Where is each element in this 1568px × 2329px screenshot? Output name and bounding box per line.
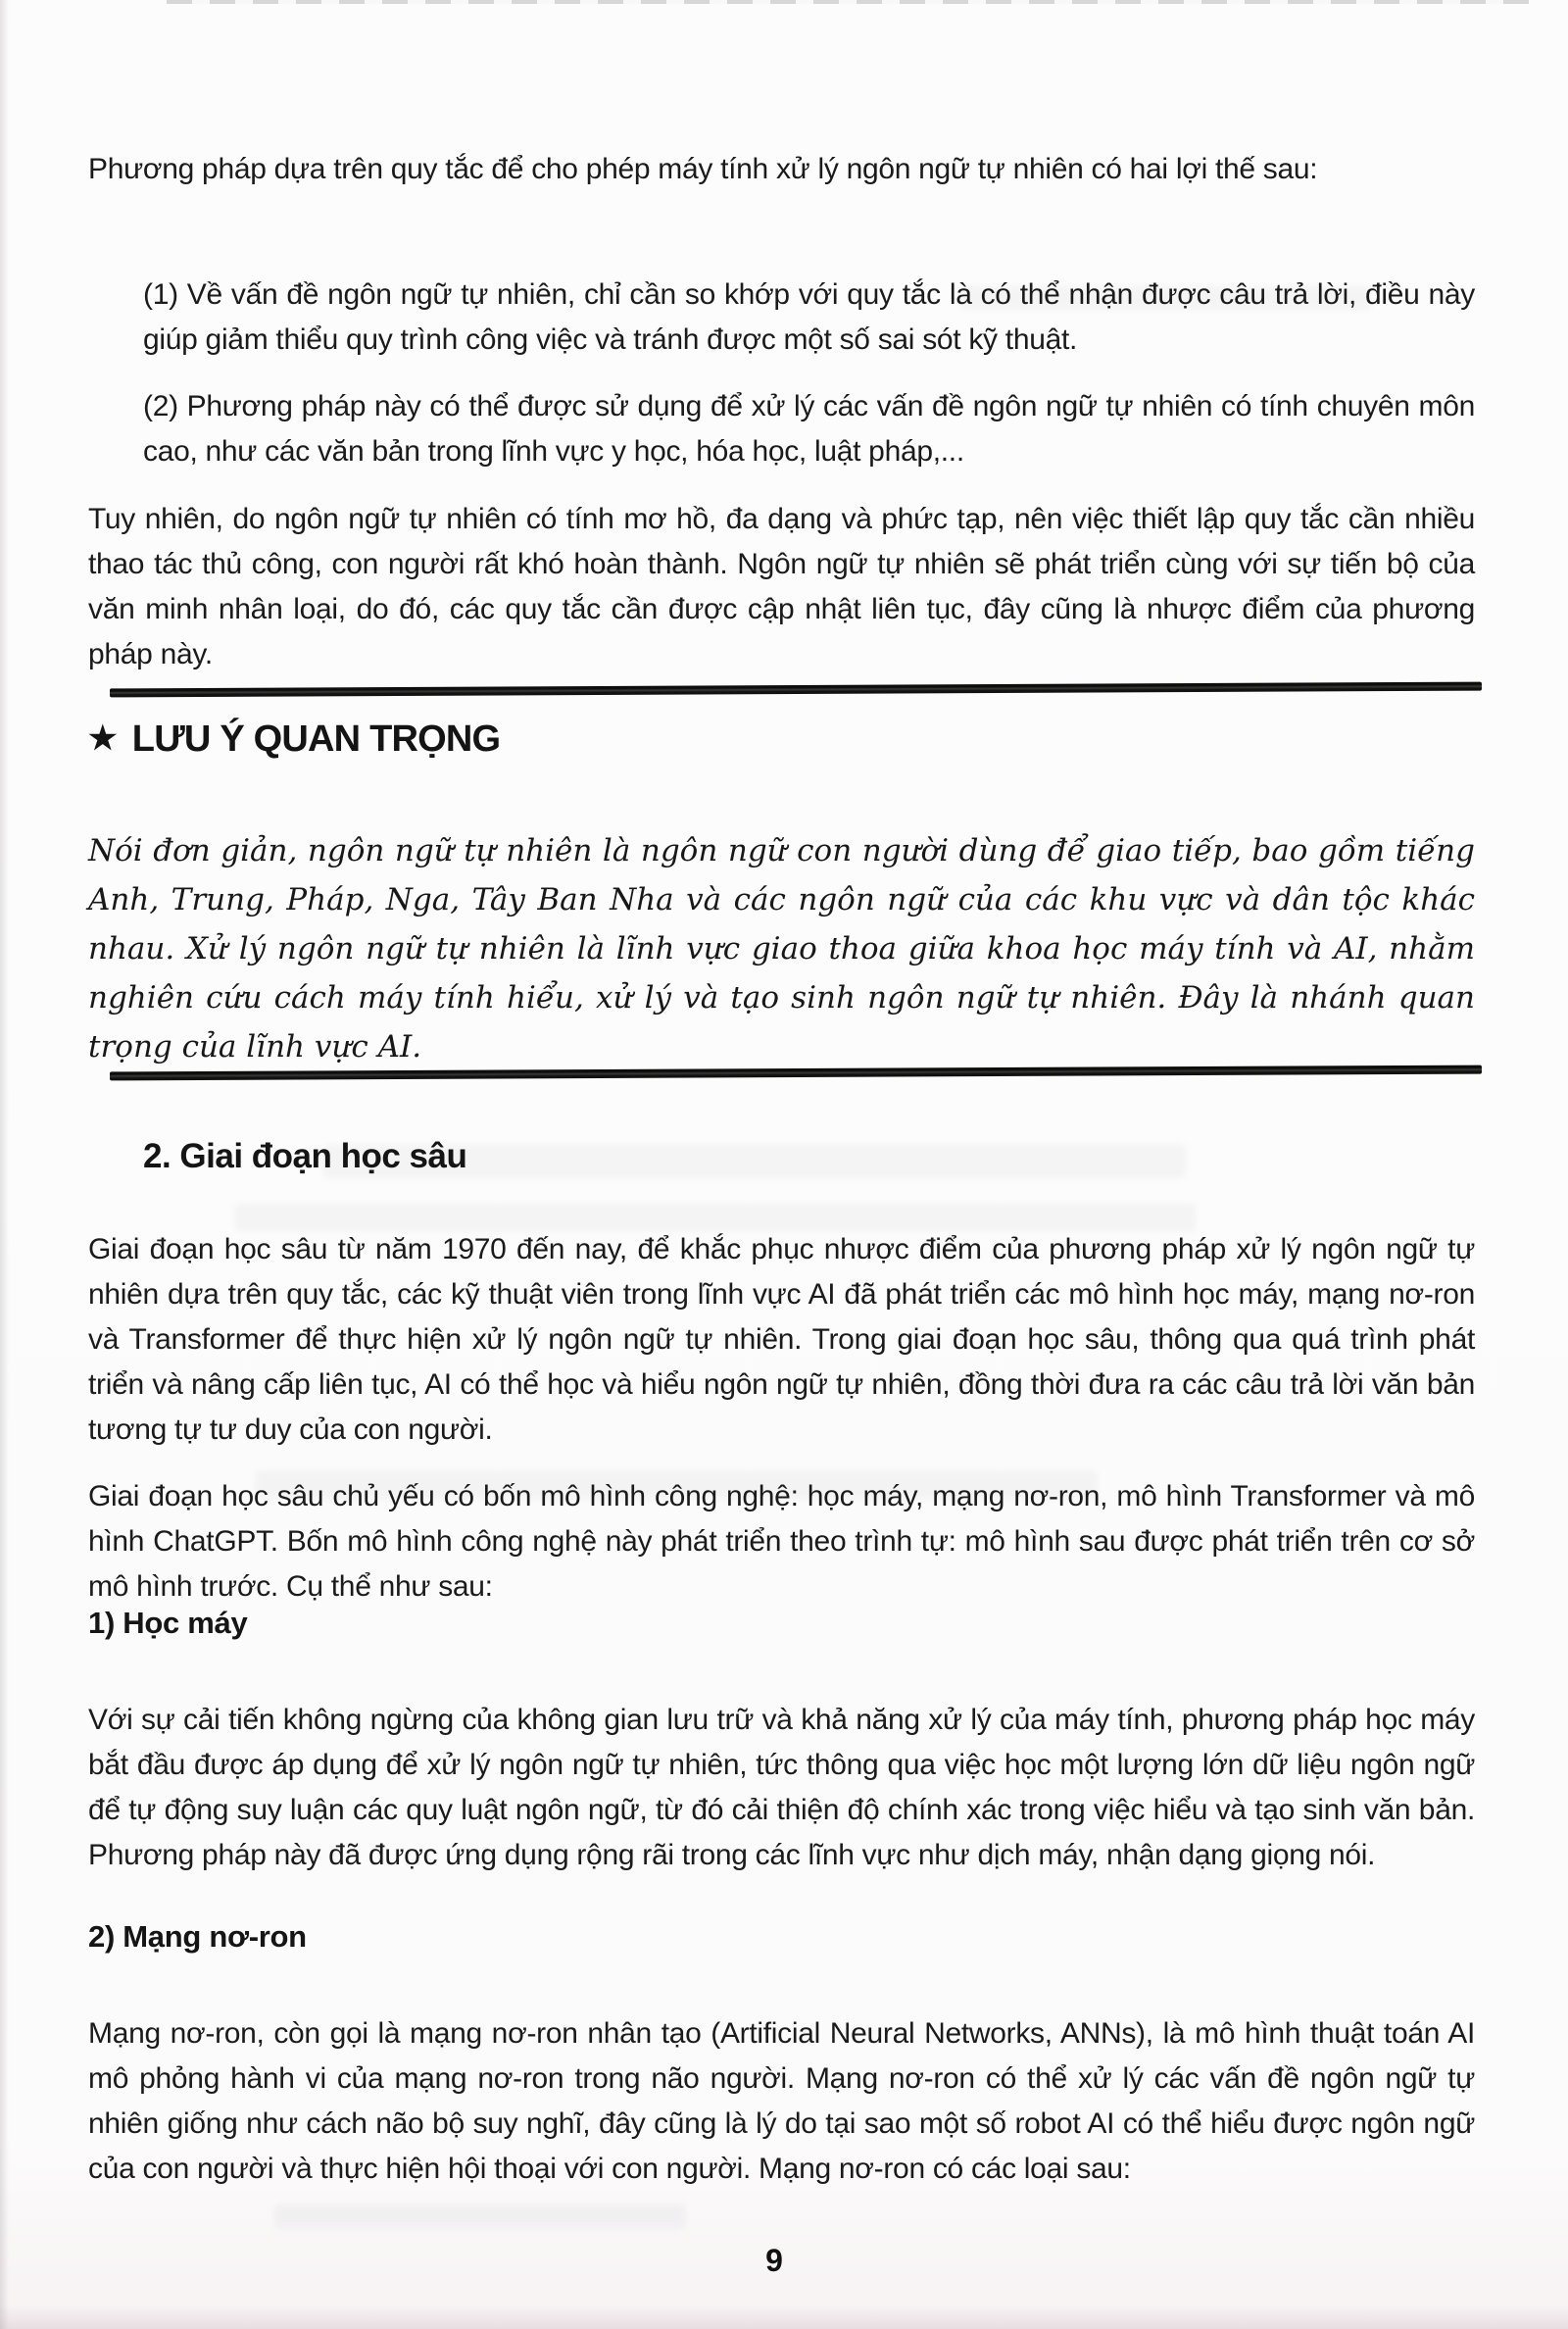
note-title-label: LƯU Ý QUAN TRỌNG	[131, 719, 501, 760]
note-body: Nói đơn giản, ngôn ngữ tự nhiên là ngôn ngữ con người dùng để giao tiếp, bao gồm tiếng Anh, Trung, Pháp, Nga, Tây Ban Nha và các ngôn ngữ của các khu vực và dân tộc khác nhau. Xử lý ngôn ngữ tự nhiên là lĩnh vực giao thoa giữa khoa học máy tính và AI, nhằm nghiên cứu cách máy tính hiểu, xử lý và tạo sinh ngôn ngữ tự nhiên. Đây là nhánh quan trọng của lĩnh vực AI.	[88, 833, 1475, 1065]
intro-paragraph: Phương pháp dựa trên quy tắc để cho phép máy tính xử lý ngôn ngữ tự nhiên có hai lợi thế sau:	[88, 153, 1318, 185]
subheading-machine-learning: 1) Học máy	[88, 1606, 248, 1640]
section-heading-deep-learning: 2. Giai đoạn học sâu	[143, 1137, 467, 1175]
numbered-item-1: (1) Về vấn đề ngôn ngữ tự nhiên, chỉ cần so khớp với quy tắc là có thể nhận được câu trả lời, điều này giúp giảm thiểu quy trình công việc và tránh được một số sai sót kỹ thuật.	[143, 278, 1475, 356]
scan-edge-top	[167, 0, 1529, 4]
bleed-through-artifact	[274, 2204, 686, 2229]
paragraph-neural-network: Mạng nơ-ron, còn gọi là mạng nơ-ron nhân tạo (Artificial Neural Networks, ANNs), là mô hình thuật toán AI mô phỏng hành vi của mạng nơ-ron trong não người. Mạng nơ-ron có thể xử lý các vấn đề ngôn ngữ tự nhiên giống như cách não bộ suy nghĩ, đây cũng là lý do tại sao một số robot AI có thể hiểu được ngôn ngữ của con người và thực hiện hội thoại với con người. Mạng nơ-ron có các loại sau:	[88, 2017, 1475, 2185]
limitations-paragraph: Tuy nhiên, do ngôn ngữ tự nhiên có tính mơ hồ, đa dạng và phức tạp, nên việc thiết lập quy tắc cần nhiều thao tác thủ công, con người rất khó hoàn thành. Ngôn ngữ tự nhiên sẽ phát triển cùng với sự tiến bộ của văn minh nhân loại, do đó, các quy tắc cần được cập nhật liên tục, đây cũng là nhược điểm của phương pháp này.	[88, 503, 1475, 670]
note-section-title	[88, 719, 1475, 761]
paragraph-deep-learning-2: Giai đoạn học sâu chủ yếu có bốn mô hình công nghệ: học máy, mạng nơ-ron, mô hình Transformer và mô hình ChatGPT. Bốn mô hình công nghệ này phát triển theo trình tự: mô hình sau được phát triển trên cơ sở mô hình trước. Cụ thể như sau:	[88, 1480, 1475, 1603]
divider-rule-top	[110, 682, 1482, 698]
paragraph-machine-learning: Với sự cải tiến không ngừng của không gian lưu trữ và khả năng xử lý của máy tính, phương pháp học máy bắt đầu được áp dụng để xử lý ngôn ngữ tự nhiên, tức thông qua việc học một lượng lớn dữ liệu ngôn ngữ để tự động suy luận các quy luật ngôn ngữ, từ đó cải thiện độ chính xác trong việc hiểu và tạo sinh văn bản. Phương pháp này đã được ứng dụng rộng rãi trong các lĩnh vực như dịch máy, nhận dạng giọng nói.	[88, 1704, 1475, 1871]
paragraph-deep-learning-1: Giai đoạn học sâu từ năm 1970 đến nay, để khắc phục nhược điểm của phương pháp xử lý ngôn ngữ tự nhiên dựa trên quy tắc, các kỹ thuật viên trong lĩnh vực AI đã phát triển các mô hình học máy, mạng nơ-ron và Transformer để thực hiện xử lý ngôn ngữ tự nhiên. Trong giai đoạn học sâu, thông qua quá trình phát triển và nâng cấp liên tục, AI có thể học và hiểu ngôn ngữ tự nhiên, đồng thời đưa ra các câu trả lời văn bản tương tự tư duy của con người.	[88, 1233, 1475, 1446]
page-number: 9	[765, 2243, 783, 2278]
scan-edge-bottom	[0, 2305, 1568, 2329]
numbered-item-2: (2) Phương pháp này có thể được sử dụng để xử lý các vấn đề ngôn ngữ tự nhiên có tính chuyên môn cao, như các văn bản trong lĩnh vực y học, hóa học, luật pháp,...	[143, 390, 1475, 468]
star-icon: ★	[88, 719, 117, 756]
subheading-neural-network: 2) Mạng nơ-ron	[88, 1919, 307, 1954]
scan-edge-left	[0, 0, 9, 2329]
